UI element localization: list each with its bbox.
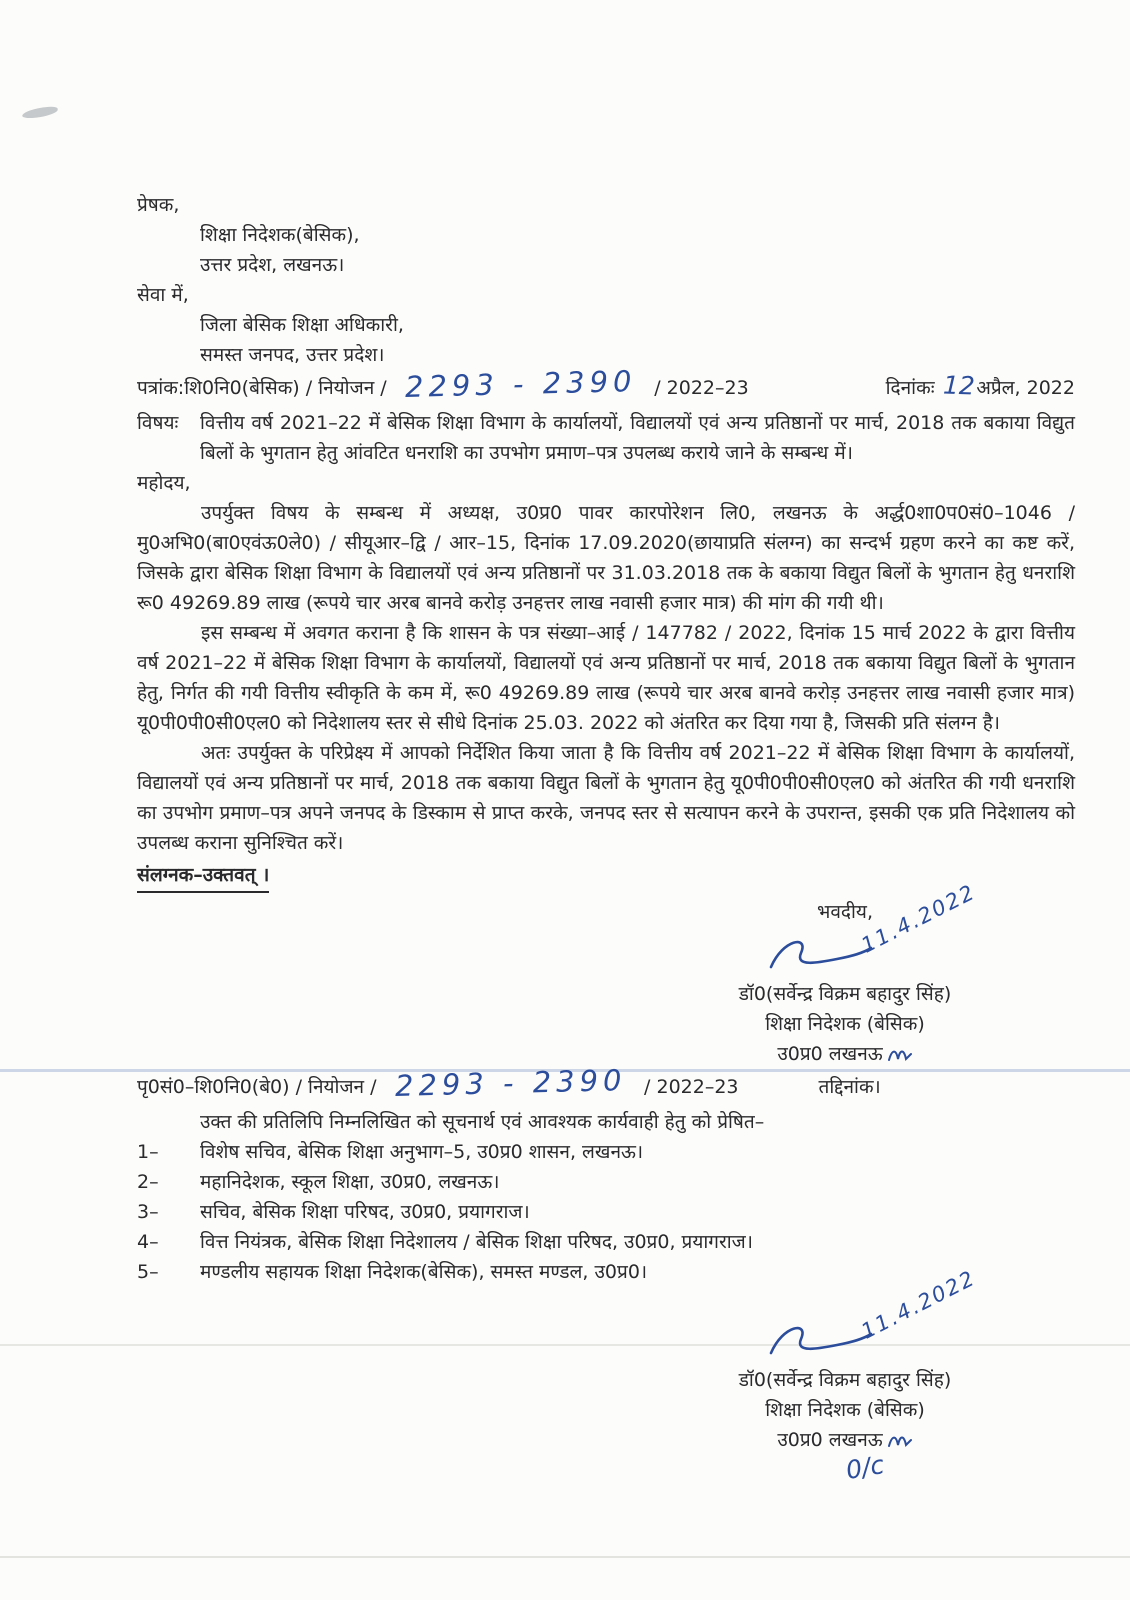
copy-recipient: [137, 1227, 1075, 1257]
scan-smudge: [22, 105, 59, 120]
scan-line: [0, 1556, 1130, 1558]
endorsement-ref-prefix: पृ0सं0–शि0नि0(बे0) / नियोजन /: [137, 1076, 377, 1098]
recipient-text: वित्त नियंत्रक, बेसिक शिक्षा निदेशालय / बेसिक शिक्षा परिषद, उ0प्र0, प्रयागराज।: [200, 1231, 753, 1253]
letter-reference-line: [137, 363, 1075, 408]
signer-place: उ0प्र0 लखनऊ: [645, 1039, 1045, 1069]
ref-prefix: पत्रांक:शि0नि0(बेसिक) / नियोजन /: [137, 377, 387, 399]
sender-line: शिक्षा निदेशक(बेसिक),: [200, 224, 360, 246]
endorsement-ref-suffix: / 2022–23: [644, 1076, 739, 1098]
copy-recipient: [137, 1137, 1075, 1167]
recipient-text: मण्डलीय सहायक शिक्षा निदेशक(बेसिक), समस्त मण्डल, उ0प्र0।: [200, 1261, 648, 1283]
recipient-line: समस्त जनपद, उत्तर प्रदेश।: [200, 344, 385, 366]
body-paragraph: अतः उपर्युक्त के परिप्रेक्ष्य में आपको निर्देशित किया जाता है कि वित्तीय वर्ष 2021–22 में बेसिक शिक्षा विभाग के कार्यालयों, विद्यालयों एवं अन्य प्रतिष्ठानों पर मार्च, 2018 तक बकाया विद्युत बिलों के भुगतान हेतु यू0पी0पी0सी0एल0 को अंतरित की गयी धनराशि का उपभोग प्रमाण–पत्र अपने जनपद के डिस्काम से प्राप्त करके, जनपद स्तर से सत्यापन करने के उपरान्त, इसकी एक प्रति निदेशालय को उपलब्ध कराना सुनिश्चित करें।: [137, 742, 1075, 854]
body-paragraph: इस सम्बन्ध में अवगत कराना है कि शासन के पत्र संख्या–आई / 147782 / 2022, दिनांक 15 मार्च 2022 के द्वारा वित्तीय वर्ष 2021–22 में बेसिक शिक्षा विभाग के कार्यालयों, विद्यालयों एवं अन्य प्रतिष्ठानों पर मार्च, 2018 तक बकाया विद्युत बिलों के भुगतान हेतु, निर्गत की गयी वित्तीय स्वीकृति के कम में, रू0 49269.89 लाख (रूपये चार अरब बानवे करोड़ उनहत्तर लाख नवासी हजार मात्र) यू0पी0पी0सी0एल0 को निदेशालय स्तर से सीधे दिनांक 25.03. 2022 को अंतरित कर दिया गया है, जिसकी प्रति संलग्न है।: [137, 622, 1075, 734]
copy-recipient: [137, 1197, 1075, 1227]
initials-squiggle-icon: [887, 1432, 913, 1450]
subject-label: विषयः: [137, 412, 179, 434]
copy-distribution-line: उक्त की प्रतिलिपि निम्नलिखित को सूचनार्थ एवं आवश्यक कार्यवाही हेतु को प्रेषित–: [200, 1111, 765, 1133]
body-paragraph: उपर्युक्त विषय के सम्बन्ध में अध्यक्ष, उ0प्र0 पावर कारपोरेशन लि0, लखनऊ के अर्द्ध0शा0प0सं0–1046 / मु0अभि0(बा0एवंऊ0ले0) / सीयूआर–द्वि / आर–15, दिनांक 17.09.2020(छायाप्रति संलग्न) का सन्दर्भ ग्रहण करने का कष्ट करें, जिसके द्वारा बेसिक शिक्षा विभाग के विद्यालयों एवं अन्य प्रतिष्ठानों पर 31.03.2018 तक के बकाया विद्युत बिलों के भुगतान हेतु धनराशि रू0 49269.89 लाख (रूपये चार अरब बानवे करोड़ उनहत्तर लाख नवासी हजार मात्र) की मांग की गयी थी।: [137, 502, 1075, 614]
salutation: महोदय,: [137, 472, 191, 494]
recipient-number: 5–: [137, 1261, 159, 1283]
recipient-text: विशेष सचिव, बेसिक शिक्षा अनुभाग–5, उ0प्र0 शासन, लखनऊ।: [200, 1141, 644, 1163]
signature: [645, 1265, 1045, 1365]
recipient-text: महानिदेशक, स्कूल शिक्षा, उ0प्र0, लखनऊ।: [200, 1171, 500, 1193]
office-copy-mark: 0/c: [843, 1449, 887, 1486]
valediction: भवदीय,: [817, 901, 873, 923]
signer-name: डॉ0(सर्वेन्द्र विक्रम बहादुर सिंह): [738, 1369, 952, 1391]
date-label: दिनांकः: [885, 377, 935, 399]
enclosure-note: संलग्नक–उक्तवत् ।: [137, 860, 269, 893]
recipient-number: 1–: [137, 1141, 159, 1163]
recipient-number: 4–: [137, 1231, 159, 1253]
ref-suffix: / 2022–23: [654, 377, 749, 399]
recipient-line: जिला बेसिक शिक्षा अधिकारी,: [200, 314, 404, 336]
handwritten-letter-number: 2293 - 2390: [394, 1062, 627, 1104]
recipient-number: 3–: [137, 1201, 159, 1223]
sender-line: उत्तर प्रदेश, लखनऊ।: [200, 254, 345, 276]
handwritten-letter-number: 2293 - 2390: [404, 363, 637, 405]
signer-name: डॉ0(सर्वेन्द्र विक्रम बहादुर सिंह): [738, 983, 952, 1005]
date-text: अप्रैल, 2022: [976, 377, 1075, 399]
recipient-number: 2–: [137, 1171, 159, 1193]
signature-date: 11.4.2022: [857, 1265, 980, 1344]
signer-designation: शिक्षा निदेशक (बेसिक): [765, 1399, 925, 1421]
endorsement-ref-date: तद्दिनांक।: [818, 1076, 881, 1098]
signer-place: उ0प्र0 लखनऊ: [645, 1425, 1045, 1455]
letter-body: [137, 190, 1075, 1485]
sender-label: प्रेषक,: [137, 194, 180, 216]
subject-block: [137, 408, 1075, 468]
initials-squiggle-icon: [887, 1046, 913, 1064]
signature-block: [645, 879, 1045, 1069]
endorsement-reference-line: [137, 1062, 1075, 1107]
recipient-label: सेवा में,: [137, 284, 189, 306]
copy-recipient: [137, 1167, 1075, 1197]
signer-designation: शिक्षा निदेशक (बेसिक): [765, 1013, 925, 1035]
signature-block-2: [645, 1265, 1045, 1486]
subject-text: वित्तीय वर्ष 2021–22 में बेसिक शिक्षा विभाग के कार्यालयों, विद्यालयों एवं अन्य प्रतिष्ठानों पर मार्च, 2018 तक बकाया विद्युत बिलों के भुगतान हेतु आंवटित धनराशि का उपभोग प्रमाण–पत्र उपलब्ध कराये जाने के सम्बन्ध में।: [200, 412, 1075, 464]
recipient-text: सचिव, बेसिक शिक्षा परिषद, उ0प्र0, प्रयागराज।: [200, 1201, 530, 1223]
handwritten-day: 12: [942, 370, 975, 401]
signature-date: 11.4.2022: [857, 879, 980, 958]
